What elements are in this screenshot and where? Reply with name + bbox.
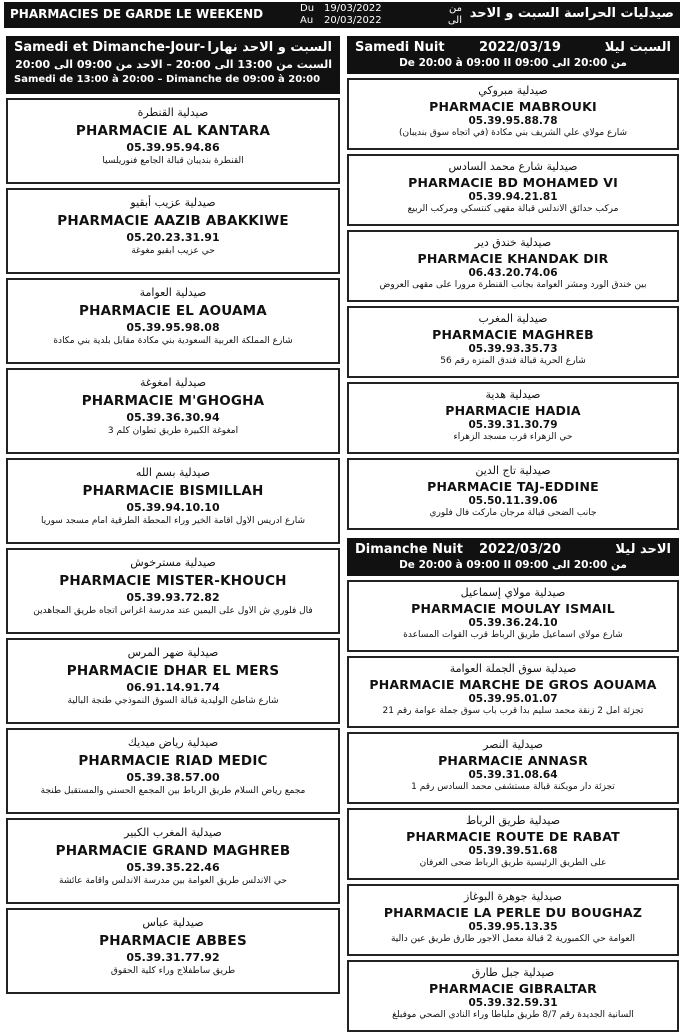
pharmacy-phone: 05.39.31.08.64: [468, 769, 558, 781]
pharmacy-phone: 05.39.95.01.07: [468, 693, 558, 705]
pharmacy-card: [347, 382, 679, 454]
pharmacy-address: طريق ساطفلاج وراء كلية الحقوق: [110, 966, 236, 976]
pharmacy-card: [347, 306, 679, 378]
pharmacy-name: PHARMACIE MISTER-KHOUCH: [59, 573, 287, 589]
pharmacy-address: شارع المملكة العربية السعودية بني مكادة مقابل بلدية بني مكادة: [53, 336, 293, 346]
pharmacy-phone: 05.50.11.39.06: [468, 495, 558, 507]
pharmacy-name: PHARMACIE KHANDAK DIR: [417, 251, 609, 266]
pharmacy-name-arabic: صيدلية القنطرة: [137, 106, 209, 119]
pharmacy-name-arabic: صيدلية مسترخوش: [130, 556, 216, 569]
pharmacy-card: [347, 656, 679, 728]
night-duty-column: [347, 36, 679, 1032]
pharmacy-card: [347, 458, 679, 530]
pharmacy-card: [6, 908, 340, 994]
pharmacy-name-arabic: صيدلية تاج الدين: [475, 464, 551, 477]
pharmacy-card: [347, 732, 679, 804]
day-duty-title: Samedi et Dimanche-Jour-: [14, 40, 206, 55]
day-duty-column: [6, 36, 340, 994]
day-duty-header: [6, 36, 340, 94]
pharmacy-name: PHARMACIE GRAND MAGHREB: [55, 843, 291, 859]
du-label: Du: [300, 3, 315, 14]
sunday-night-title: Dimanche Nuit: [355, 542, 463, 557]
pharmacy-phone: 05.39.31.30.79: [468, 419, 558, 431]
pharmacy-phone: 05.39.38.57.00: [126, 771, 220, 784]
pharmacy-name: PHARMACIE ROUTE DE RABAT: [406, 829, 620, 844]
pharmacy-address: شارع مولاي اسماعيل طريق الرباط قرب القوات المساعدة: [403, 630, 623, 640]
pharmacy-name-arabic: صيدلية مولاي إسماعيل: [460, 586, 566, 599]
saturday-night-title: Samedi Nuit: [355, 40, 445, 55]
pharmacy-name: PHARMACIE AAZIB ABAKKIWE: [57, 213, 289, 229]
pharmacy-name-arabic: صيدلية عزيب أبقيو: [130, 196, 216, 209]
day-duty-hours: Samedi de 13:00 à 20:00 – Dimanche de 09:00 à 20:00: [14, 74, 321, 85]
header-bar: [4, 2, 680, 28]
pharmacy-address: شارع مولاي علي الشريف بني مكادة (في اتجاه سوق بنديبان): [398, 128, 628, 138]
pharmacy-name-arabic: صيدلية العوامة: [139, 286, 207, 299]
sunday-night-title-arabic: الاحد ليلا: [615, 542, 671, 557]
saturday-night-title-arabic: السبت ليلا: [604, 40, 671, 55]
pharmacy-phone: 05.39.36.24.10: [468, 617, 558, 629]
ila-label: الى: [447, 15, 462, 26]
pharmacy-name: PHARMACIE BISMILLAH: [82, 483, 264, 499]
pharmacy-name: PHARMACIE RIAD MEDIC: [78, 753, 268, 769]
min-label: من: [449, 3, 462, 14]
pharmacy-card: [6, 728, 340, 814]
pharmacy-phone: 05.39.95.13.35: [468, 921, 558, 933]
pharmacy-card: [347, 960, 679, 1032]
pharmacy-name-arabic: صيدلية شارع محمد السادس: [448, 160, 578, 173]
pharmacy-address: بين خندق الورد ومشر العوامة بجانب القنطرة مرورا على مقهى العروض: [379, 280, 647, 290]
pharmacy-card: [6, 278, 340, 364]
pharmacy-phone: 05.39.93.35.73: [468, 343, 558, 355]
pharmacy-phone: 05.20.23.31.91: [126, 231, 220, 244]
pharmacy-name-arabic: صيدلية طريق الرباط: [465, 814, 561, 827]
pharmacy-name-arabic: صيدلية جوهرة البوغاز: [464, 890, 562, 903]
pharmacy-address: حي الاندلس طريق العوامة بين مدرسة الاندلس واقامة عائشة: [59, 876, 287, 886]
pharmacy-phone: 05.39.93.72.82: [126, 591, 220, 604]
pharmacy-card: [347, 230, 679, 302]
pharmacy-name: PHARMACIE MOULAY ISMAIL: [411, 601, 615, 616]
pharmacy-address: على الطريق الرئيسية طريق الرباط ضحى العرفان: [419, 858, 607, 868]
pharmacy-phone: 05.39.94.21.81: [468, 191, 558, 203]
date-from: 19/03/2022: [324, 3, 382, 14]
pharmacy-name: PHARMACIE LA PERLE DU BOUGHAZ: [383, 905, 643, 920]
pharmacy-card: [6, 548, 340, 634]
pharmacy-phone: 05.39.31.77.92: [126, 951, 220, 964]
pharmacy-card: [347, 884, 679, 956]
pharmacy-name-arabic: صيدلية المغرب: [478, 312, 548, 325]
pharmacy-name-arabic: صيدلية سوق الجملة العوامة: [449, 662, 577, 675]
pharmacy-name: PHARMACIE MAGHREB: [432, 327, 594, 342]
pharmacy-address: شارع الحرية قبالة فندق المنزه رقم 56: [440, 356, 586, 366]
pharmacy-card: [6, 818, 340, 904]
pharmacy-name: PHARMACIE GIBRALTAR: [428, 981, 598, 996]
sunday-night-header: [347, 538, 679, 576]
pharmacy-name-arabic: صيدلية خندق دير: [474, 236, 552, 249]
pharmacy-address: تجزئة دار مويكنة قبالة مستشفى محمد السادس رقم 1: [411, 782, 615, 792]
pharmacy-address: شارع شاطئ الوليدية قبالة السوق النموذجي طنجة البالية: [67, 696, 279, 706]
page-title-arabic: صيدليات الحراسة السبت و الاحد: [469, 6, 674, 21]
pharmacy-address: جانب الضحى قبالة مرجان ماركت فال فلوري: [429, 508, 597, 518]
pharmacy-name-arabic: صيدلية عباس: [142, 916, 204, 929]
pharmacy-phone: 05.39.95.94.86: [126, 141, 220, 154]
pharmacy-card: [6, 368, 340, 454]
pharmacy-phone: 05.39.35.22.46: [126, 861, 220, 874]
pharmacy-address: حي عزيب أبقيو مغوغة: [131, 246, 215, 256]
day-duty-title-arabic: السبت و الاحد نهارا: [207, 40, 332, 55]
sunday-night-hours: De 20:00 à 09:00 II من 20:00 الى 09:00: [399, 559, 627, 571]
pharmacy-address: مجمع رياض السلام طريق الرباط بين المجمع الحسني والمستقبل طنجة: [40, 786, 306, 796]
date-to: 20/03/2022: [324, 15, 382, 26]
saturday-night-list: [347, 78, 679, 530]
pharmacy-name: PHARMACIE ABBES: [99, 933, 247, 949]
pharmacy-name-arabic: صيدلية جبل طارق: [471, 966, 555, 979]
pharmacy-phone: 05.39.95.98.08: [126, 321, 220, 334]
pharmacy-phone: 05.39.39.51.68: [468, 845, 558, 857]
page-title: PHARMACIES DE GARDE LE WEEKEND: [10, 7, 264, 21]
pharmacy-card: [347, 154, 679, 226]
pharmacy-address: شارع ادريس الاول اقامة الخير وراء المحطة الطرقية امام مسجد سوريا: [40, 516, 305, 526]
date-range: [300, 3, 394, 27]
pharmacy-address: حي الزهراء قرب مسجد الزهراء: [453, 432, 573, 442]
pharmacy-address: تجزئة امل 2 زنقة محمد سليم بدا قرب باب سوق جملة عوامة رقم 21: [382, 706, 644, 716]
pharmacy-phone: 06.43.20.74.06: [468, 267, 558, 279]
saturday-night-hours: De 20:00 à 09:00 II من 20:00 الى 09:00: [399, 57, 627, 69]
pharmacy-card: [347, 78, 679, 150]
pharmacy-name: PHARMACIE TAJ-EDDINE: [427, 479, 599, 494]
pharmacy-name: PHARMACIE MABROUKI: [429, 99, 597, 114]
pharmacy-phone: 05.39.36.30.94: [126, 411, 220, 424]
pharmacy-name: PHARMACIE HADIA: [445, 403, 581, 418]
pharmacy-name-arabic: صيدلية بسم الله: [135, 466, 211, 479]
pharmacy-name-arabic: صيدلية المغرب الكبير: [124, 826, 222, 839]
pharmacy-address: العوامة حي الكمبورية 2 قبالة معمل الأجور طارق طريق عين دالية: [390, 934, 636, 944]
date-range-arabic-labels: [442, 3, 462, 27]
pharmacy-address: القنطرة بنديبان قبالة الجامع فنوريلسيا: [102, 156, 244, 166]
pharmacy-card: [347, 580, 679, 652]
pharmacy-name-arabic: صيدلية رياض ميديك: [127, 736, 219, 749]
pharmacy-name: PHARMACIE EL AOUAMA: [79, 303, 267, 319]
pharmacy-card: [6, 98, 340, 184]
pharmacy-card: [6, 458, 340, 544]
pharmacy-card: [6, 638, 340, 724]
pharmacy-address: السانية الجديدة رقم 8/7 طريق ملباطا وراء النادي الصحي موفبلغ: [392, 1010, 634, 1020]
saturday-night-date: 2022/03/19: [479, 40, 561, 55]
pharmacy-phone: 06.91.14.91.74: [126, 681, 220, 694]
pharmacy-name-arabic: صيدلية ضهر المرس: [127, 646, 219, 659]
pharmacy-name-arabic: صيدلية مبروكي: [478, 84, 548, 97]
pharmacy-name-arabic: صيدلية النصر: [483, 738, 543, 751]
saturday-night-header: [347, 36, 679, 74]
pharmacy-card: [347, 808, 679, 880]
pharmacy-name: PHARMACIE M'GHOGHA: [81, 393, 265, 409]
pharmacy-name: PHARMACIE ANNASR: [438, 753, 588, 768]
pharmacy-name-arabic: صيدلية هدية: [485, 388, 541, 401]
pharmacy-name: PHARMACIE BD MOHAMED VI: [408, 175, 618, 190]
day-duty-hours-arabic: السبت من 13:00 الى 20:00 – الاحد من 09:00 الى 20:00: [15, 58, 332, 71]
pharmacy-name: PHARMACIE DHAR EL MERS: [66, 663, 280, 679]
pharmacy-phone: 05.39.95.88.78: [468, 115, 558, 127]
au-label: Au: [300, 15, 314, 26]
pharmacy-phone: 05.39.94.10.10: [126, 501, 220, 514]
pharmacy-name: PHARMACIE AL KANTARA: [75, 123, 271, 139]
pharmacy-address: امغوغة الكبيرة طريق تطوان كلم 3: [107, 426, 239, 436]
sunday-night-list: [347, 580, 679, 1032]
sunday-night-date: 2022/03/20: [479, 542, 561, 557]
pharmacy-address: فال فلوري ش الاول على اليمين عند مدرسة اغراس اتجاه طريق المجاهدين: [33, 606, 313, 616]
pharmacy-name: PHARMACIE MARCHE DE GROS AOUAMA: [369, 677, 657, 692]
pharmacy-name-arabic: صيدلية امغوغة: [139, 376, 207, 389]
pharmacy-address: مركب حدائق الأندلس قبالة مقهى كنتسكي ومركب الربيع: [407, 204, 619, 214]
day-duty-list: [6, 98, 340, 994]
pharmacy-phone: 05.39.32.59.31: [468, 997, 558, 1009]
pharmacy-card: [6, 188, 340, 274]
